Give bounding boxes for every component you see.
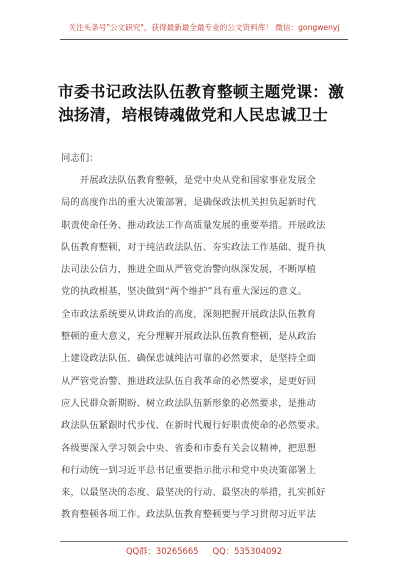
body-line: 队伍教育整顿，对于纯洁政法队伍、夯实政法工作基础、提升执 bbox=[61, 241, 326, 253]
body-text bbox=[61, 170, 351, 527]
greeting: 同志们： bbox=[61, 153, 99, 164]
header-promo-note: 关注头条号"公文研究"，获得最新最全最专业的公文资料库！ 微信：gongwenyj bbox=[68, 23, 340, 32]
footer-divider bbox=[60, 541, 348, 542]
document-title bbox=[58, 80, 358, 126]
body-line: 从严管党治警、推进政法队伍自我革命的必然要求，是更好回 bbox=[61, 375, 317, 387]
body-line: 法司法公信力，推进全面从严管党治警向纵深发展，不断厚植 bbox=[61, 264, 317, 276]
footer-qq: QQ：535304092 bbox=[212, 546, 283, 556]
body-line: 教育整顿各项工作。政法队伍教育整顿要与学习贯彻习近平法 bbox=[61, 509, 317, 521]
header-divider bbox=[60, 39, 348, 40]
body-line: 局的高度作出的重大决策部署，是确保政法机关担负起新时代 bbox=[61, 197, 317, 209]
body-line: 应人民群众新期盼、树立政法队伍新形象的必然要求，是推动 bbox=[61, 397, 317, 409]
body-line: 职责使命任务、推动政法工作高质量发展的重要举措。开展政法 bbox=[61, 219, 326, 231]
body-line: 政法队伍紧跟时代步伐、在新时代履行好职责使命的必然要求。 bbox=[61, 420, 326, 432]
body-line: 上建设政法队伍、确保忠诚纯洁可靠的必然要求，是坚持全面 bbox=[61, 353, 317, 365]
footer-contact bbox=[0, 545, 408, 557]
body-line: 来，以最坚决的态度、最坚决的行动、最坚决的举措，扎实抓好 bbox=[61, 487, 326, 499]
body-line: 整顿的重大意义，充分理解开展政法队伍教育整顿，是从政治 bbox=[61, 331, 317, 343]
title-line-1: 市委书记政法队伍教育整顿主题党课：激 bbox=[58, 82, 345, 101]
body-line: 开展政法队伍教育整顿，是党中央从党和国家事业发展全 bbox=[61, 175, 317, 186]
body-line: 和行动统一到习近平总书记重要指示批示和党中央决策部署上 bbox=[61, 464, 317, 476]
body-line: 各级要深入学习领会中央、省委和市委有关会议精神，把思想 bbox=[61, 442, 317, 454]
body-line: 全市政法系统要从讲政治的高度，深刻把握开展政法队伍教育 bbox=[61, 308, 317, 320]
footer-qq-group: QQ群：30265665 bbox=[125, 546, 199, 556]
title-line-2: 浊扬清，培根铸魂做党和人民忠诚卫士 bbox=[58, 105, 329, 124]
body-line: 党的执政根基，坚决做到“两个维护”具有重大深远的意义。 bbox=[61, 286, 307, 298]
